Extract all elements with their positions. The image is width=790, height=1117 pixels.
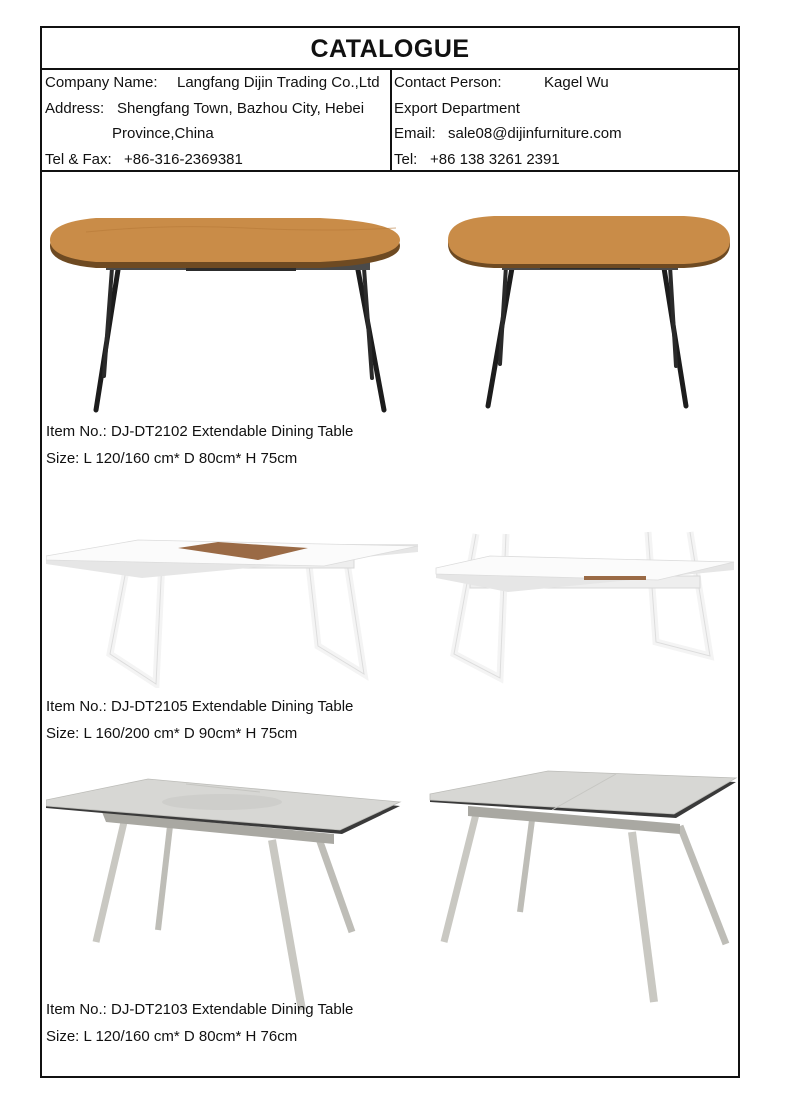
- contact-person: Kagel Wu: [544, 74, 609, 91]
- tel: +86 138 3261 2391: [430, 150, 560, 168]
- item-caption: Item No.: DJ-DT2102 Extendable Dining Table: [46, 423, 354, 440]
- department: Export Department: [394, 99, 520, 117]
- address-line2: Province,China: [112, 125, 214, 142]
- size-caption: Size: L 120/160 cm* D 80cm* H 75cm: [46, 450, 298, 467]
- product-image-dt2103-extended: [46, 774, 404, 1016]
- product-image-dt2105-closed: [434, 516, 738, 688]
- size-caption: Size: L 120/160 cm* D 80cm* H 76cm: [46, 1028, 298, 1045]
- divider: [390, 70, 392, 172]
- telfax-label: Tel & Fax:: [45, 150, 112, 168]
- company-name-label: Company Name:: [45, 74, 158, 91]
- email-link[interactable]: sale08@dijinfurniture.com: [448, 125, 622, 142]
- item-caption: Item No.: DJ-DT2105 Extendable Dining Table: [46, 698, 354, 715]
- contact-info: [394, 70, 622, 172]
- company-info: [45, 70, 380, 172]
- product-image-dt2105-extended: [46, 516, 424, 688]
- catalogue-frame: [40, 26, 740, 1078]
- address-line1: Shengfang Town, Bazhou City, Hebei: [117, 99, 365, 117]
- page-title: CATALOGUE: [310, 34, 470, 63]
- contact-person-label: Contact Person:: [394, 74, 502, 91]
- tel-label: Tel:: [394, 150, 418, 168]
- telfax: +86-316-2369381: [124, 150, 243, 168]
- company-name: Langfang Dijin Trading Co.,Ltd: [177, 74, 380, 91]
- size-caption: Size: L 160/200 cm* D 90cm* H 75cm: [46, 725, 298, 742]
- email-label: Email:: [394, 125, 436, 142]
- item-caption: Item No.: DJ-DT2103 Extendable Dining Table: [46, 1001, 354, 1018]
- product-image-dt2102-extended: [46, 198, 430, 418]
- product-image-dt2103-closed: [428, 766, 738, 1008]
- address-label: Address:: [45, 99, 105, 117]
- product-image-dt2102-closed: [444, 198, 738, 418]
